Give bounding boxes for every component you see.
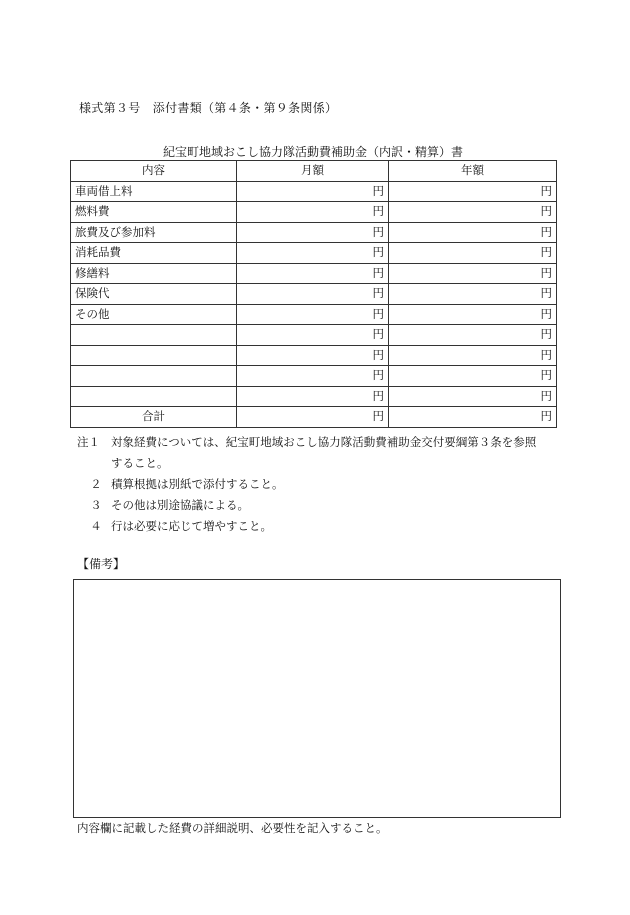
notes [77, 432, 557, 537]
note-text: 行は必要に応じて増やすこと。 [111, 519, 272, 533]
row-item[interactable]: 消耗品費 [71, 243, 237, 264]
row-item[interactable]: 燃料費 [71, 202, 237, 223]
total-annual-amount[interactable]: 円 [389, 407, 557, 428]
document-title: 紀宝町地域おこし協力隊活動費補助金（内訳・精算）書 [162, 145, 463, 159]
row-annual-amount[interactable]: 円 [389, 345, 557, 366]
expense-table [70, 160, 557, 428]
remarks-label: 【備考】 [77, 557, 126, 571]
row-monthly-amount[interactable]: 円 [237, 366, 389, 387]
row-annual-amount[interactable]: 円 [389, 222, 557, 243]
note-line [77, 474, 557, 495]
table-row [71, 304, 557, 325]
note-line [77, 453, 557, 474]
header-annual: 年額 [389, 161, 557, 182]
table-row [71, 345, 557, 366]
row-item[interactable]: 保険代 [71, 284, 237, 305]
table-row [71, 366, 557, 387]
note-line [77, 516, 557, 537]
row-monthly-amount[interactable]: 円 [237, 284, 389, 305]
note-text: 積算根拠は別紙で添付すること。 [111, 477, 284, 491]
table-row [71, 243, 557, 264]
note-line [77, 432, 557, 453]
note-number: ３ [90, 498, 102, 512]
row-item[interactable] [71, 366, 237, 387]
note-text: 対象経費については、紀宝町地域おこし協力隊活動費補助金交付要綱第３条を参照 [111, 435, 537, 449]
row-monthly-amount[interactable]: 円 [237, 345, 389, 366]
table-row [71, 202, 557, 223]
note-number: ２ [90, 477, 102, 491]
row-item[interactable]: 車両借上料 [71, 181, 237, 202]
table-row [71, 263, 557, 284]
row-monthly-amount[interactable]: 円 [237, 243, 389, 264]
table-row [71, 284, 557, 305]
row-annual-amount[interactable]: 円 [389, 243, 557, 264]
remarks-note: 内容欄に記載した経費の詳細説明、必要性を記入すること。 [77, 821, 388, 835]
row-annual-amount[interactable]: 円 [389, 304, 557, 325]
note-text: すること。 [111, 456, 169, 470]
total-monthly-amount[interactable]: 円 [237, 407, 389, 428]
table-row-total [71, 407, 557, 428]
note-number: ４ [90, 519, 102, 533]
row-item[interactable] [71, 386, 237, 407]
note-number: 注１ [77, 435, 100, 449]
row-annual-amount[interactable]: 円 [389, 181, 557, 202]
table-row [71, 222, 557, 243]
row-monthly-amount[interactable]: 円 [237, 325, 389, 346]
table-row [71, 386, 557, 407]
row-annual-amount[interactable]: 円 [389, 386, 557, 407]
form-number: 様式第３号 添付書類（第４条・第９条関係） [79, 101, 338, 115]
note-text: その他は別途協議による。 [111, 498, 249, 512]
row-annual-amount[interactable]: 円 [389, 202, 557, 223]
row-monthly-amount[interactable]: 円 [237, 181, 389, 202]
header-content: 内容 [71, 161, 237, 182]
row-monthly-amount[interactable]: 円 [237, 304, 389, 325]
row-item[interactable]: 修繕料 [71, 263, 237, 284]
row-item[interactable]: その他 [71, 304, 237, 325]
table-header-row [71, 161, 557, 182]
row-annual-amount[interactable]: 円 [389, 325, 557, 346]
table-row [71, 181, 557, 202]
row-annual-amount[interactable]: 円 [389, 263, 557, 284]
row-monthly-amount[interactable]: 円 [237, 263, 389, 284]
row-item[interactable]: 旅費及び参加料 [71, 222, 237, 243]
row-monthly-amount[interactable]: 円 [237, 222, 389, 243]
total-label: 合計 [71, 407, 237, 428]
header-monthly: 月額 [237, 161, 389, 182]
table-row [71, 325, 557, 346]
row-monthly-amount[interactable]: 円 [237, 202, 389, 223]
note-line [77, 495, 557, 516]
row-monthly-amount[interactable]: 円 [237, 386, 389, 407]
note-number [77, 453, 111, 474]
row-item[interactable] [71, 345, 237, 366]
row-item[interactable] [71, 325, 237, 346]
row-annual-amount[interactable]: 円 [389, 284, 557, 305]
remarks-box[interactable] [73, 579, 561, 818]
row-annual-amount[interactable]: 円 [389, 366, 557, 387]
